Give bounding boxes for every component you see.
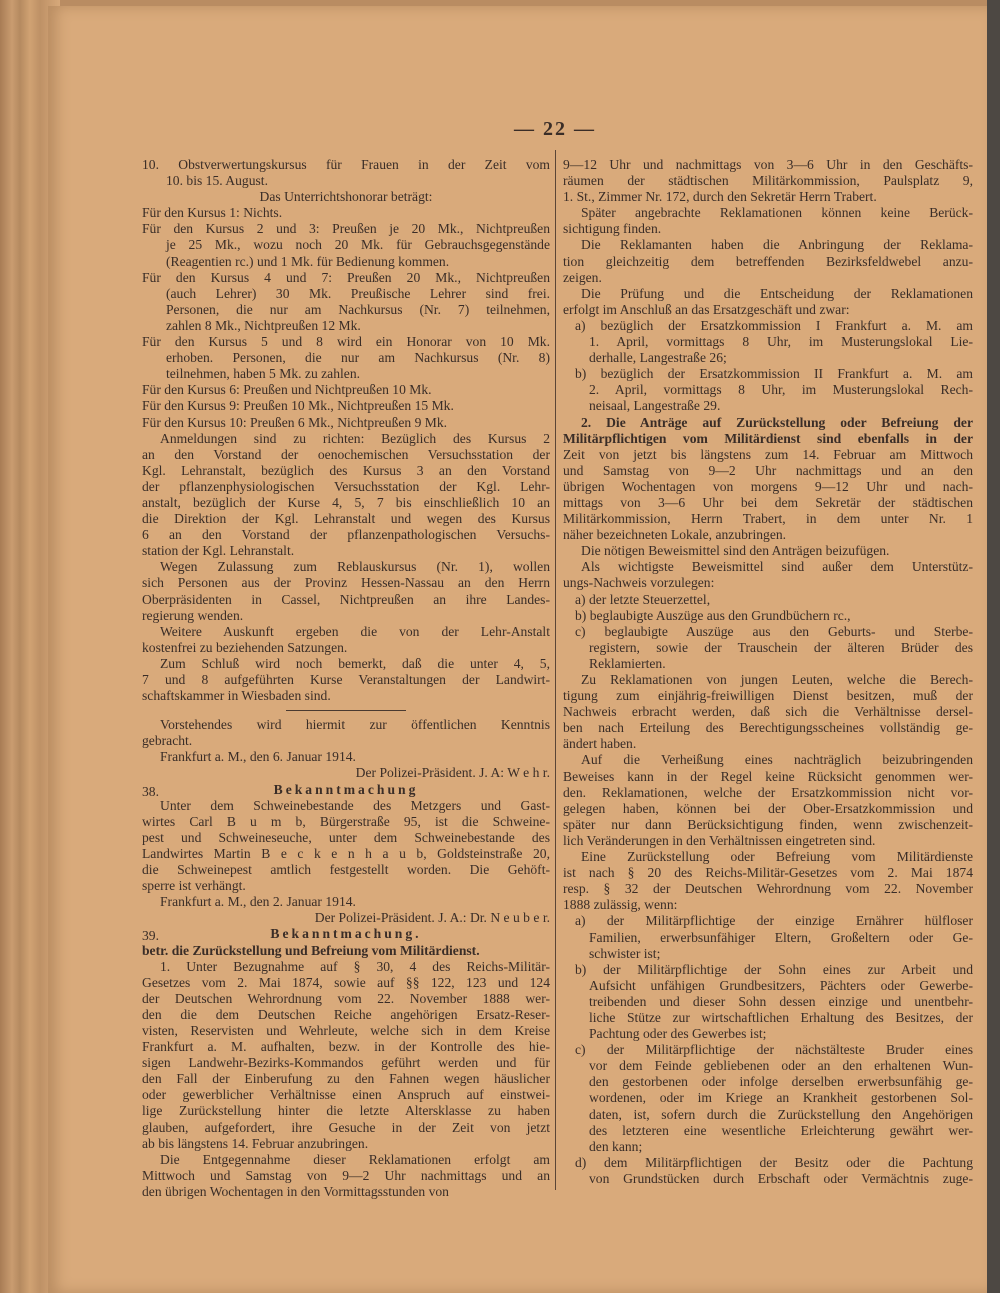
text-line: von Grundstücken durch Erbschaft oder Vermächtnis zuge- [589, 1170, 973, 1186]
right-column [563, 157, 973, 1187]
paragraph [142, 717, 550, 749]
text-line: 2. April, vormittags 8 Uhr, im Musterungslokal Rech- [589, 382, 973, 398]
text-line: 7 und 8 aufgeführten Kurse Veranstaltungen der Landwirt- [142, 672, 550, 687]
text-line: b) beglaubigte Auszüge aus den Grundbüchern rc., [575, 607, 851, 623]
text-line: Frankfurt a. M., den 2. Januar 1914. [160, 894, 356, 910]
text-line: gebracht. [142, 733, 193, 749]
text-line: den übrigen Wochentagen in den Vormittagsstunden von [142, 1183, 449, 1199]
text-line: schwister ist; [589, 945, 661, 961]
paragraph [142, 559, 550, 623]
text-line: Für den Kursus 1: Nichts. [142, 205, 283, 221]
text-line: Frankfurt a. M. aufhalten, bezw. in der Kontrolle des hie- [142, 1039, 550, 1055]
text-line: 10. Obstverwertungskursus für Frauen in der Zeit vom [142, 157, 550, 172]
text-line: 1. Unter Bezugnahme auf § 30, 4 des Reichs-Militär- [160, 958, 550, 974]
paragraph [142, 157, 550, 189]
text-line: c) der Militärpflichtige der nächstälteste Bruder eines [575, 1042, 973, 1058]
text-line: d) dem Militärpflichtigen der Besitz oder die Pachtung [575, 1154, 973, 1170]
text-line: anstalt, bezüglich der Kurse 4, 5, 7 bis einschließlich 10 an [142, 494, 550, 510]
text-line: Als wichtigste Beweismittel sind außer dem Unterstütz- [581, 559, 973, 575]
paragraph [142, 270, 550, 334]
text-line: der pflanzenphysiologischen Versuchsstation der Kgl. Lehr- [142, 478, 550, 494]
text-line: teilnehmen, haben 5 Mk. zu zahlen. [166, 366, 361, 382]
text-line: Auf die Verheißung eines nachträglich beizubringenden [581, 752, 973, 768]
paragraph [142, 221, 550, 269]
text-line: lich Veränderungen in den Verhältnissen eingetreten sind. [563, 832, 876, 848]
text-line: Die Prüfung und die Entscheidung der Reklamationen [581, 285, 973, 301]
text-line: (auch Lehrer) 30 Mk. Preußische Lehrer sind frei. [166, 285, 550, 301]
text-line: Frankfurt a. M., den 6. Januar 1914. [160, 749, 356, 765]
text-line: sichtigung finden. [563, 221, 662, 237]
text-line: Pachtung oder des Gewerbes ist; [589, 1026, 767, 1042]
text-line: 1. St., Zimmer Nr. 172, durch den Sekretär Herrn Trabert. [563, 189, 877, 205]
text-line: ändert haben. [563, 736, 637, 752]
paragraph [142, 398, 550, 414]
section-divider [286, 710, 406, 711]
paragraph [142, 382, 550, 398]
text-line: Militärpflichtigen vom Militärdienst sind ebenfalls in der [563, 430, 973, 446]
text-line: den die dem Deutschen Reiche angehörigen Ersatz-Reser- [142, 1006, 550, 1022]
text-line: und Samstag von 9—2 Uhr nachmittags und an den [563, 462, 973, 478]
paragraph [563, 672, 973, 752]
text-line: tion gleichzeitig dem betreffenden Bezirksfeldwebel anzu- [563, 253, 973, 269]
text-line: 9—12 Uhr und nachmittags von 3—6 Uhr in den Geschäfts- [563, 157, 973, 172]
paragraph [142, 189, 550, 205]
text-line: Militärkommission, Herrn Trabert, in dem unter Nr. 1 [563, 511, 973, 527]
paragraph [142, 334, 550, 382]
text-line: ungs-Nachweis vorzulegen: [563, 575, 715, 591]
text-line: des letzteren eine wesentliche Erleichterung gewährt wer- [589, 1122, 973, 1138]
text-line: übrigen Wochentagen von morgens 9—12 Uhr und nach- [563, 478, 973, 494]
text-line: später nur dann Berücksichtigung finden, wenn zwischenzeit- [563, 816, 973, 832]
paragraph [563, 286, 973, 318]
text-line: die Direktion der Kgl. Lehranstalt und wegen des Kursus [142, 511, 550, 527]
text-line: kostenfrei zu beziehenden Satzungen. [142, 639, 348, 655]
signature [142, 765, 550, 781]
text-line: treibenden und dieser Sohn dessen einzige und unentbehr- [589, 993, 973, 1009]
paragraph [563, 237, 973, 285]
text-line: Der Polizei-Präsident. J. A.: Dr. N e u b e r. [314, 910, 550, 926]
list-item [563, 962, 973, 1042]
text-line: c) beglaubigte Auszüge aus den Geburts- und Sterbe- [575, 623, 973, 639]
text-line: sperre ist verhängt. [142, 878, 246, 894]
text-line: Weitere Auskunft ergeben die von der Lehr-Anstalt [160, 623, 550, 639]
text-line: derhalle, Langestraße 26; [589, 350, 727, 366]
text-line: vor dem Feinde gebliebenen oder an den erhaltenen Wun- [589, 1058, 973, 1074]
text-line: mittags von 3—6 Uhr bei dem Sekretär der städtischen [563, 494, 973, 510]
text-line: lige Zurückstellung hinter die letzte Altersklasse zu haben [142, 1103, 550, 1119]
text-line: 6 an den Vorstand der pflanzenpathologischen Versuchs- [142, 527, 550, 543]
text-line: 2. Die Anträge auf Zurückstellung oder Befreiung der [581, 414, 973, 430]
text-line: (Reagentien rc.) und 1 Mk. für Bedienung kommen. [166, 253, 450, 269]
text-line: a) bezüglich der Ersatzkommission I Frankfurt a. M. am [575, 317, 973, 333]
left-column [142, 157, 550, 1200]
paragraph [142, 415, 550, 431]
text-line: Beweises kann in der Regel keine Rücksicht genommen wer- [563, 768, 973, 784]
text-line: regierung wenden. [142, 607, 244, 623]
text-line: Oberpräsidenten in Cassel, Nichtpreußen an ihre Landes- [142, 591, 550, 607]
paragraph [563, 543, 973, 559]
text-line: pest und Schweineseuche, unter dem Schweinebestande des [142, 829, 550, 845]
paragraph [142, 624, 550, 656]
text-line: Eine Zurückstellung oder Befreiung vom Militärdienste [581, 849, 973, 865]
text-line: 1. April, vormittags 8 Uhr, im Musterungslokal Lie- [589, 334, 973, 350]
paragraph [142, 943, 550, 959]
text-line: zeigen. [563, 269, 602, 285]
text-line: Zum Schluß wird noch bemerkt, daß die unter 4, 5, [160, 655, 550, 671]
text-line: Für den Kursus 5 und 8 wird ein Honorar von 10 Mk. [142, 334, 550, 350]
list-item [563, 366, 973, 414]
text-line: Später angebrachte Reklamationen können keine Berück- [581, 205, 973, 221]
paragraph [142, 959, 550, 1152]
text-line: Die Reklamanten haben die Anbringung der Reklama- [581, 237, 973, 253]
text-line: Personen, die nur am Nachkursus (Nr. 7) teilnehmen, [166, 301, 550, 317]
text-line: ab bis längstens 14. Februar anzubringen. [142, 1135, 369, 1151]
text-line: zahlen 8 Mk., Nichtpreußen 12 Mk. [166, 317, 361, 333]
dateline [142, 749, 550, 765]
text-line: näher bezeichneten Lokale, anzubringen. [563, 527, 787, 543]
text-line: Familien, erwerbsunfähiger Eltern, Großeltern oder Ge- [589, 929, 973, 945]
paragraph [563, 752, 973, 849]
text-line: visten, Reservisten und Wehrleute, welche sich in dem Kreise [142, 1022, 550, 1038]
text-line: Anmeldungen sind zu richten: Bezüglich des Kursus 2 [160, 430, 550, 446]
text-line: räumen der städtischen Militärkommission, Paulsplatz 9, [563, 173, 973, 189]
list-item [563, 318, 973, 366]
text-line: Wegen Zulassung zum Reblauskursus (Nr. 1), wollen [160, 559, 550, 575]
text-line: erhoben. Personen, die nur am Nachkursus (Nr. 8) [166, 350, 550, 366]
text-line: wirtes Carl B u m b, Bürgerstraße 95, ist die Schweine- [142, 813, 550, 829]
text-line: Für den Kursus 9: Preußen 10 Mk., Nichtpreußen 15 Mk. [142, 398, 454, 414]
text-line: Für den Kursus 2 und 3: Preußen je 20 Mk., Nichtpreußen [142, 221, 550, 237]
text-line: Kgl. Lehranstalt, bezüglich des Kursus 3 an den Vorstand [142, 462, 550, 478]
list-item [563, 624, 973, 672]
text-line: je 25 Mk., wozu noch 20 Mk. für Gebrauchsgegenstände [166, 237, 550, 253]
paragraph [563, 849, 973, 913]
text-line: Für den Kursus 6: Preußen und Nichtpreußen 10 Mk. [142, 382, 432, 398]
text-line: den Fall der Einberufung zu den Fahnen wegen häuslicher [142, 1071, 550, 1087]
announcement-heading [142, 926, 550, 942]
text-line: station der Kgl. Lehranstalt. [142, 543, 295, 559]
text-line: Vorstehendes wird hiermit zur öffentlichen Kenntnis [160, 717, 550, 733]
text-line: Die nötigen Beweismittel sind den Anträgen beizufügen. [581, 543, 890, 559]
text-line: 1888 zulässig, wenn: [563, 897, 678, 913]
text-line: neisaal, Langestraße 29. [589, 398, 721, 414]
text-line: Das Unterrichtshonorar beträgt: [259, 189, 433, 205]
text-line: registern, sowie der Trauschein der älteren Brüder des [589, 639, 973, 655]
paragraph [142, 798, 550, 895]
list-item [563, 913, 973, 961]
text-line: Reklamierten. [589, 655, 666, 671]
paragraph [563, 157, 973, 205]
announcement-number: 39. [142, 928, 159, 944]
text-line: Landwirtes Martin B e c k e n h a u b, Goldsteinstraße 20, [142, 845, 550, 861]
list-item [563, 592, 973, 608]
column-divider [555, 150, 556, 1190]
text-line: Für den Kursus 4 und 7: Preußen 20 Mk., Nichtpreußen [142, 269, 550, 285]
text-line: den. Reklamationen, welche der Ersatzkommission nicht vor- [563, 784, 973, 800]
text-line: Die Entgegennahme dieser Reklamationen erfolgt am [160, 1151, 550, 1167]
scan-background-strip [987, 0, 1000, 1293]
text-line: betr. die Zurückstellung und Befreiung vom Militärdienst. [142, 942, 480, 958]
dateline [142, 894, 550, 910]
text-line: erfolgt im Anschluß an das Ersatzgeschäft und zwar: [563, 301, 850, 317]
list-item [563, 1042, 973, 1155]
text-line: Nachweis erbracht werden, daß sich die Verhältnisse dersel- [563, 704, 973, 720]
text-line: Für den Kursus 10: Preußen 6 Mk., Nichtpreußen 9 Mk. [142, 414, 448, 430]
text-line: resp. § 32 der Deutschen Wehrordnung vom 22. November [563, 881, 973, 897]
text-line: liche Stütze zur wirtschaftlichen Erhaltung des Besitzes, der [589, 1009, 973, 1025]
text-line: die Schweinepest amtlich festgestellt worden. Die Gehöft- [142, 862, 550, 878]
announcement-heading [142, 782, 550, 798]
text-line: Zeit von jetzt bis längstens zum 14. Februar am Mittwoch [563, 446, 973, 462]
text-line: wordenen, oder im Kriege an Krankheit gestorbenen Sol- [589, 1090, 973, 1106]
text-line: der Deutschen Wehrordnung vom 22. November 1888 wer- [142, 990, 550, 1006]
text-line: Aufsicht unfähigen Grundbesitzers, Pächters oder Gewerbe- [589, 977, 973, 993]
announcement-title: Bekanntmachung. [270, 926, 422, 942]
text-line: glauben, aufgefordert, ihre Gesuche in der Zeit von jetzt [142, 1119, 550, 1135]
text-line: daten, ist, sofern durch die Zurückstellung den Angehörigen [589, 1106, 973, 1122]
text-line: den gestorbenen oder infolge derselben erwerbsunfähig ge- [589, 1074, 973, 1090]
list-item [563, 608, 973, 624]
text-line: Unter dem Schweinebestande des Metzgers und Gast- [160, 797, 550, 813]
text-line: 10. bis 15. August. [166, 173, 268, 189]
text-line: a) der Militärpflichtige der einzige Ernährer hülfloser [575, 913, 973, 929]
list-item [563, 1155, 973, 1187]
text-line: sich Personen aus der Provinz Hessen-Nassau an den Herrn [142, 575, 550, 591]
text-line: b) der Militärpflichtige der Sohn eines zur Arbeit und [575, 961, 973, 977]
text-line: Gesetzes vom 2. Mai 1874, sowie auf §§ 122, 123 und 124 [142, 974, 550, 990]
text-line: an den Vorstand der oenochemischen Versuchsstation der [142, 446, 550, 462]
paragraph [563, 559, 973, 591]
text-line: sigen Landwehr-Bezirks-Kommandos geführt werden und für [142, 1055, 550, 1071]
text-line: Mittwoch und Samstag von 9—2 Uhr nachmittags und an [142, 1167, 550, 1183]
text-line: a) der letzte Steuerzettel, [575, 591, 711, 607]
announcement-number: 38. [142, 783, 159, 799]
text-line: schaftskammer in Wiesbaden sind. [142, 688, 331, 704]
signature [142, 910, 550, 926]
paragraph [142, 431, 550, 560]
paragraph [142, 1152, 550, 1200]
announcement-title: Bekanntmachung [273, 781, 419, 797]
paragraph [563, 415, 973, 544]
paragraph [142, 205, 550, 221]
text-line: ist nach § 20 des Reichs-Militär-Gesetzes vom 2. Mai 1874 [563, 865, 973, 881]
text-line: den kann; [589, 1138, 643, 1154]
text-line: Der Polizei-Präsident. J. A: W e h r. [355, 765, 550, 781]
text-line: tigung zum einjährig-freiwilligen Dienst besitzen, muß der [563, 688, 973, 704]
paragraph [563, 205, 973, 237]
text-line: b) bezüglich der Ersatzkommission II Frankfurt a. M. am [575, 366, 973, 382]
text-line: gelegen haben, können bei der Ober-Ersatzkommission und [563, 800, 973, 816]
text-line: Zu Reklamationen von jungen Leuten, welche die Berech- [581, 672, 973, 687]
text-line: ben nach Erteilung des Berechtigungsscheines vollständig ge- [563, 720, 973, 736]
paragraph [142, 656, 550, 704]
text-line: oder gewerblicher Verhältnisse einen Anspruch auf einstwei- [142, 1087, 550, 1103]
page-number: — 22 — [514, 118, 596, 140]
